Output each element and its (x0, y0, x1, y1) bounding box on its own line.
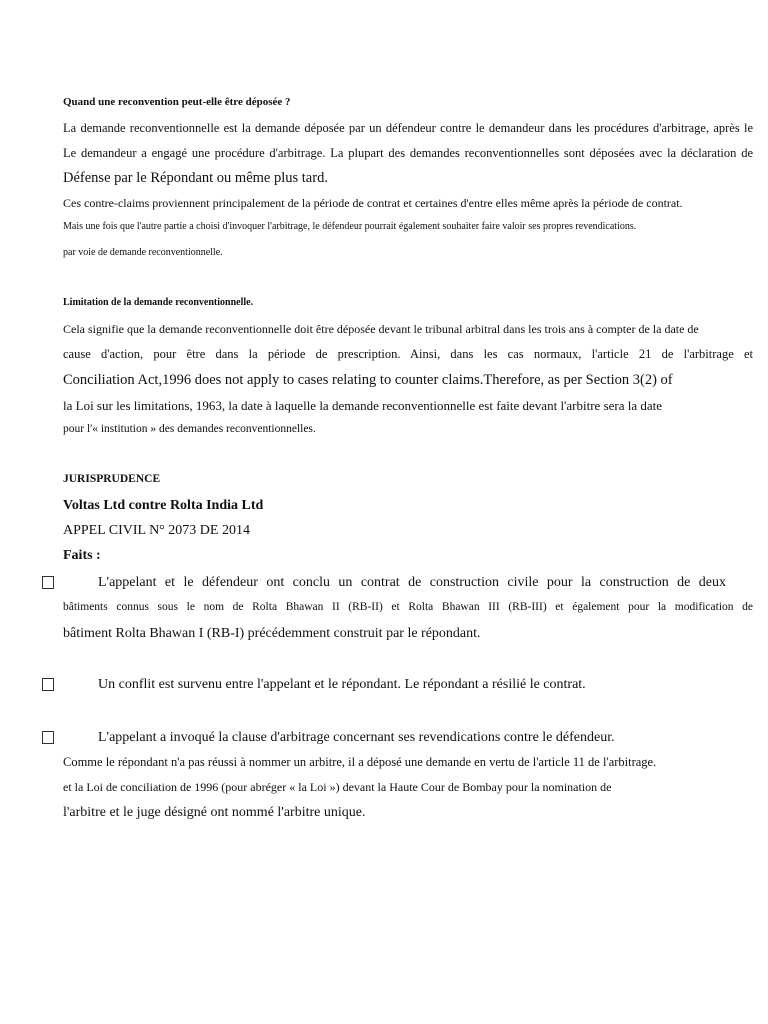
paragraph-line: par voie de demande reconventionnelle. (63, 247, 223, 258)
facts-label: Faits : (63, 548, 101, 563)
paragraph-line: Défense par le Répondant ou même plus tard. (63, 170, 328, 186)
case-law-label: JURISPRUDENCE (63, 473, 161, 485)
bullet-icon (42, 576, 54, 589)
paragraph-line: et la Loi de conciliation de 1996 (pour abréger « la Loi ») devant la Haute Cour de Bombay pour la nomination de (63, 780, 612, 794)
paragraph-line: pour l'« institution » des demandes reconventionnelles. (63, 423, 316, 435)
fact-line: bâtiment Rolta Bhawan I (RB-I) précédemment construit par le répondant. (63, 626, 481, 641)
bullet-icon (42, 678, 54, 691)
paragraph-line: Mais une fois que l'autre partie a choisi d'invoquer l'arbitrage, le défendeur pourrait également souhaiter faire valoir ses propres revendications. (63, 221, 637, 232)
appeal-number: APPEL CIVIL N° 2073 DE 2014 (63, 523, 250, 538)
paragraph-line: Ces contre-claims proviennent principalement de la période de contrat et certaines d'entre elles même après la période de contrat. (63, 196, 683, 210)
paragraph-line: Cela signifie que la demande reconventionnelle doit être déposée devant le tribunal arbitral dans les trois ans à compter de la date de (63, 322, 699, 336)
paragraph-line: Comme le répondant n'a pas réussi à nommer un arbitre, il a déposé une demande en vertu de l'article 11 de l'arbitrage. (63, 755, 657, 769)
section-heading-counterclaim-timing: Quand une reconvention peut-elle être déposée ? (63, 96, 291, 108)
fact-line: bâtiments connus sous le nom de Rolta Bhawan II (RB-II) et Rolta Bhawan III (RB-III) et également pour la modification de (63, 601, 753, 613)
fact-line: Un conflit est survenu entre l'appelant et le répondant. Le répondant a résilié le contrat. (98, 677, 586, 692)
paragraph-line: La demande reconventionnelle est la demande déposée par un défendeur contre le demandeur dans les procédures d'arbitrage, après le (63, 121, 753, 135)
paragraph-line: l'arbitre et le juge désigné ont nommé l'arbitre unique. (63, 805, 366, 820)
case-title: Voltas Ltd contre Rolta India Ltd (63, 498, 264, 513)
bullet-icon (42, 731, 54, 744)
paragraph-line: Le demandeur a engagé une procédure d'arbitrage. La plupart des demandes reconventionnelles sont déposées avec la déclaration de (63, 146, 753, 160)
fact-line: L'appelant a invoqué la clause d'arbitrage concernant ses revendications contre le défendeur. (98, 730, 615, 745)
fact-line: L'appelant et le défendeur ont conclu un contrat de construction civile pour la construction de deux (98, 575, 726, 590)
paragraph-line: Conciliation Act,1996 does not apply to cases relating to counter claims.Therefore, as per Section 3(2) of (63, 372, 673, 388)
paragraph-line: cause d'action, pour être dans la période de prescription. Ainsi, dans les cas normaux, l'article 21 de l'arbitrage et (63, 347, 753, 361)
section-heading-limitation: Limitation de la demande reconventionnelle. (63, 297, 254, 308)
paragraph-line: la Loi sur les limitations, 1963, la date à laquelle la demande reconventionnelle est faite devant l'arbitre sera la date (63, 398, 663, 413)
